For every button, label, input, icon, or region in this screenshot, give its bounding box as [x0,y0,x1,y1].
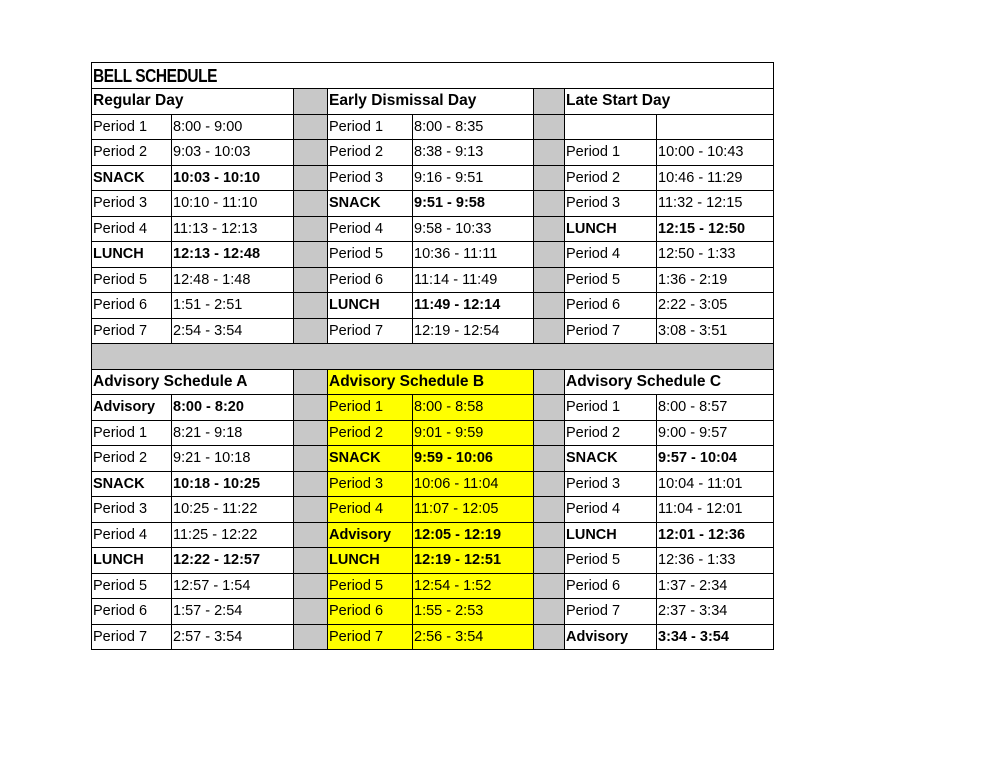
column-gap [294,446,328,472]
period-label: Period 5 [565,548,657,574]
schedule-row [92,446,774,472]
period-label: Period 7 [565,599,657,625]
column-gap [534,624,565,650]
period-label: Period 1 [92,114,172,140]
period-label: Period 6 [328,599,413,625]
period-label: Period 7 [328,318,413,344]
period-time [657,114,774,140]
column-gap [294,599,328,625]
period-label: Period 3 [92,497,172,523]
period-time: 11:13 - 12:13 [172,216,294,242]
column-gap [294,318,328,344]
column-gap [294,89,328,115]
period-time: 9:01 - 9:59 [413,420,534,446]
period-time: 9:00 - 9:57 [657,420,774,446]
schedule-title: BELL SCHEDULE [93,65,218,86]
column-gap [534,446,565,472]
column-gap [294,140,328,166]
period-time: 8:38 - 9:13 [413,140,534,166]
section-separator [92,344,774,370]
period-label: LUNCH [328,293,413,319]
column-gap [294,267,328,293]
schedule-row [92,573,774,599]
period-time: 9:59 - 10:06 [413,446,534,472]
period-time: 9:51 - 9:58 [413,191,534,217]
period-time: 12:50 - 1:33 [657,242,774,268]
period-time: 12:19 - 12:51 [413,548,534,574]
column-gap [294,573,328,599]
period-label: Period 1 [328,395,413,421]
period-time: 3:08 - 3:51 [657,318,774,344]
schedule-row [92,165,774,191]
bell-schedule-table [91,62,774,650]
column-gap [534,599,565,625]
period-label: Period 5 [328,573,413,599]
period-label: SNACK [92,165,172,191]
period-label: Period 7 [565,318,657,344]
schedule-row [92,548,774,574]
period-time: 10:06 - 11:04 [413,471,534,497]
period-label: SNACK [328,446,413,472]
period-label: Period 2 [92,446,172,472]
period-time: 9:58 - 10:33 [413,216,534,242]
column-gap [534,318,565,344]
period-time: 8:21 - 9:18 [172,420,294,446]
period-time: 11:14 - 11:49 [413,267,534,293]
period-time: 8:00 - 9:00 [172,114,294,140]
period-time: 12:36 - 1:33 [657,548,774,574]
period-time: 10:00 - 10:43 [657,140,774,166]
schedule-row [92,624,774,650]
separator-cell [92,344,774,370]
column-gap [534,573,565,599]
column-gap [534,191,565,217]
period-time: 12:05 - 12:19 [413,522,534,548]
period-label: Period 1 [565,395,657,421]
column-gap [294,216,328,242]
schedule-row [92,267,774,293]
column-gap [294,369,328,395]
period-label: Period 4 [92,216,172,242]
period-label: Period 4 [565,242,657,268]
period-label: LUNCH [92,548,172,574]
column-gap [294,242,328,268]
period-time: 1:36 - 2:19 [657,267,774,293]
period-time: 11:32 - 12:15 [657,191,774,217]
period-label: Period 5 [92,573,172,599]
column-gap [294,165,328,191]
column-gap [294,114,328,140]
period-time: 12:48 - 1:48 [172,267,294,293]
header-regular-day: Regular Day [92,89,294,115]
period-label: Period 2 [328,140,413,166]
period-label: Period 4 [328,216,413,242]
period-label: Period 4 [565,497,657,523]
schedule-row [92,497,774,523]
period-time: 12:22 - 12:57 [172,548,294,574]
period-label: Period 1 [92,420,172,446]
period-label: Period 2 [328,420,413,446]
period-label: Period 6 [565,293,657,319]
period-label: Period 4 [328,497,413,523]
column-gap [534,293,565,319]
period-time: 1:57 - 2:54 [172,599,294,625]
period-label: Period 2 [565,420,657,446]
period-label: Period 7 [92,318,172,344]
period-time: 2:56 - 3:54 [413,624,534,650]
column-gap [294,191,328,217]
period-time: 12:13 - 12:48 [172,242,294,268]
period-time: 10:25 - 11:22 [172,497,294,523]
column-gap [534,395,565,421]
period-time: 11:04 - 12:01 [657,497,774,523]
schedule-row [92,114,774,140]
period-time: 1:55 - 2:53 [413,599,534,625]
period-label: Period 2 [92,140,172,166]
column-gap [294,624,328,650]
period-label: Period 6 [565,573,657,599]
period-time: 2:57 - 3:54 [172,624,294,650]
period-time: 1:37 - 2:34 [657,573,774,599]
period-label: Advisory [565,624,657,650]
bell-schedule-sheet [91,62,773,650]
period-label: SNACK [92,471,172,497]
period-label: Period 7 [328,624,413,650]
period-time: 9:21 - 10:18 [172,446,294,472]
period-label: Period 2 [565,165,657,191]
header-advisory-schedule-a: Advisory Schedule A [92,369,294,395]
column-gap [294,471,328,497]
period-time: 2:37 - 3:34 [657,599,774,625]
period-time: 9:57 - 10:04 [657,446,774,472]
period-label: Period 6 [92,293,172,319]
column-gap [294,522,328,548]
schedule-row [92,191,774,217]
column-gap [534,114,565,140]
schedule-row [92,395,774,421]
period-label: Period 4 [92,522,172,548]
period-label: LUNCH [328,548,413,574]
period-time: 10:18 - 10:25 [172,471,294,497]
period-time: 11:25 - 12:22 [172,522,294,548]
column-gap [294,293,328,319]
period-time: 8:00 - 8:20 [172,395,294,421]
period-time: 12:19 - 12:54 [413,318,534,344]
period-label: LUNCH [565,522,657,548]
period-time: 10:36 - 11:11 [413,242,534,268]
period-time: 8:00 - 8:57 [657,395,774,421]
period-label: Period 1 [565,140,657,166]
schedule-row [92,420,774,446]
period-label: Advisory [328,522,413,548]
period-label: Period 6 [328,267,413,293]
column-gap [294,420,328,446]
period-label: SNACK [328,191,413,217]
period-label: Period 5 [328,242,413,268]
period-label: Period 3 [328,165,413,191]
period-label: Period 3 [328,471,413,497]
period-label: Period 5 [92,267,172,293]
period-label: Period 7 [92,624,172,650]
column-gap [534,522,565,548]
period-time: 12:57 - 1:54 [172,573,294,599]
period-time: 12:54 - 1:52 [413,573,534,599]
period-time: 2:22 - 3:05 [657,293,774,319]
column-gap [294,497,328,523]
column-gap [534,89,565,115]
period-label: Period 1 [328,114,413,140]
column-gap [294,395,328,421]
column-gap [534,471,565,497]
period-time: 1:51 - 2:51 [172,293,294,319]
period-time: 12:01 - 12:36 [657,522,774,548]
period-time: 12:15 - 12:50 [657,216,774,242]
column-gap [294,548,328,574]
header-late-start-day: Late Start Day [565,89,774,115]
column-gap [534,420,565,446]
header-advisory-schedule-c: Advisory Schedule C [565,369,774,395]
period-time: 9:16 - 9:51 [413,165,534,191]
schedule-title-cell [92,63,774,89]
schedule-row [92,318,774,344]
period-label: Advisory [92,395,172,421]
period-time: 8:00 - 8:58 [413,395,534,421]
period-time: 11:49 - 12:14 [413,293,534,319]
period-label [565,114,657,140]
schedule-row [92,522,774,548]
column-gap [534,548,565,574]
period-label: Period 5 [565,267,657,293]
period-time: 2:54 - 3:54 [172,318,294,344]
schedule-row [92,471,774,497]
period-time: 8:00 - 8:35 [413,114,534,140]
period-time: 3:34 - 3:54 [657,624,774,650]
header-early-dismissal-day: Early Dismissal Day [328,89,534,115]
schedule-row [92,216,774,242]
period-time: 10:10 - 11:10 [172,191,294,217]
column-gap [534,216,565,242]
advisory-header-row [92,369,774,395]
column-gap [534,140,565,166]
column-gap [534,497,565,523]
schedule-row [92,293,774,319]
period-time: 11:07 - 12:05 [413,497,534,523]
column-gap [534,267,565,293]
schedule-row [92,242,774,268]
period-label: Period 3 [565,191,657,217]
period-label: LUNCH [92,242,172,268]
schedule-row [92,140,774,166]
column-gap [534,165,565,191]
period-time: 10:04 - 11:01 [657,471,774,497]
period-time: 10:03 - 10:10 [172,165,294,191]
period-label: Period 3 [92,191,172,217]
schedule-row [92,599,774,625]
header-advisory-schedule-b: Advisory Schedule B [328,369,534,395]
column-gap [534,242,565,268]
period-time: 10:46 - 11:29 [657,165,774,191]
period-time: 9:03 - 10:03 [172,140,294,166]
period-label: LUNCH [565,216,657,242]
column-gap [534,369,565,395]
period-label: SNACK [565,446,657,472]
period-label: Period 6 [92,599,172,625]
period-label: Period 3 [565,471,657,497]
